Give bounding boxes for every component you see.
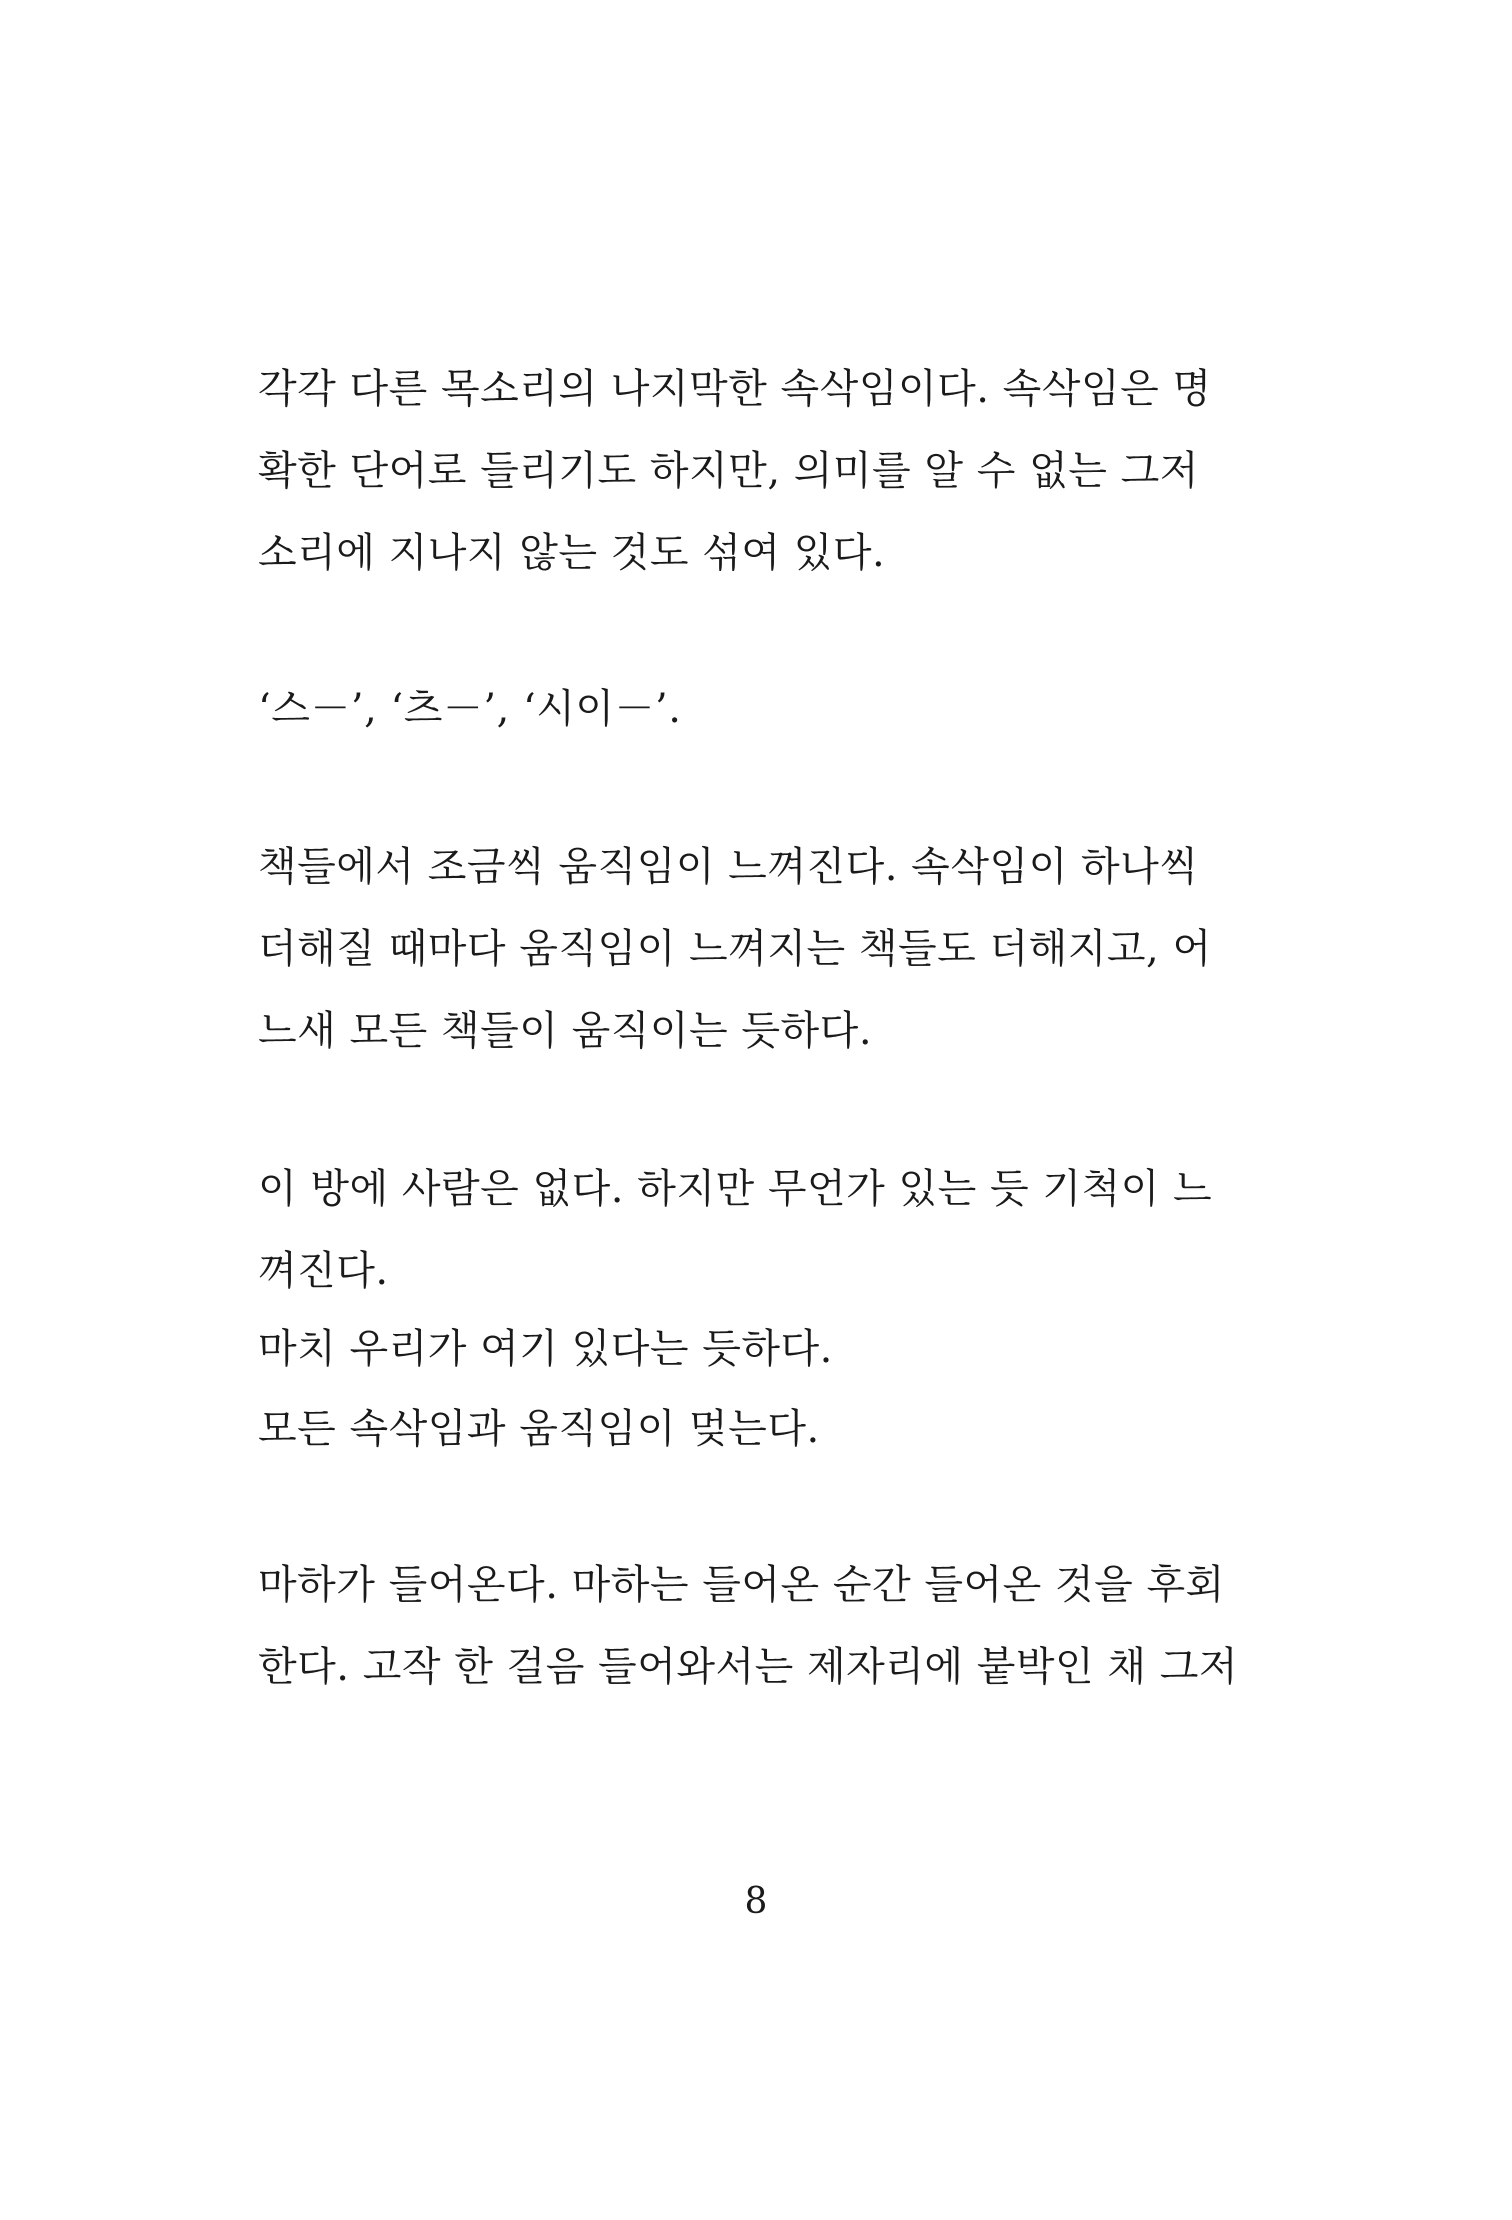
text-line: 확한 단어로 들리기도 하지만, 의미를 알 수 없는 그저 — [258, 448, 1199, 494]
text-line: 책들에서 조금씩 움직임이 느껴진다. 속삭임이 하나씩 — [258, 844, 1199, 890]
text-line: 느새 모든 책들이 움직이는 듯하다. — [258, 1008, 873, 1054]
text-line: ‘스－’, ‘츠－’, ‘시이－’. — [258, 686, 682, 732]
text-line: 이 방에 사람은 없다. 하지만 무언가 있는 듯 기척이 느 — [258, 1166, 1213, 1212]
text-line: 각각 다른 목소리의 나지막한 속삭임이다. 속삭임은 명 — [258, 366, 1212, 412]
text-line: 껴진다. — [258, 1248, 389, 1294]
text-line: 마치 우리가 여기 있다는 듯하다. — [258, 1326, 833, 1372]
text-line: 마하가 들어온다. 마하는 들어온 순간 들어온 것을 후회 — [258, 1562, 1225, 1608]
text-line: 소리에 지나지 않는 것도 섞여 있다. — [258, 530, 886, 576]
text-line: 더해질 때마다 움직임이 느껴지는 책들도 더해지고, 어 — [258, 926, 1212, 972]
text-line: 한다. 고작 한 걸음 들어와서는 제자리에 붙박인 채 그저 — [258, 1644, 1239, 1690]
page-number: 8 — [744, 1881, 768, 1922]
text-line: 모든 속삭임과 움직임이 멎는다. — [258, 1406, 820, 1452]
